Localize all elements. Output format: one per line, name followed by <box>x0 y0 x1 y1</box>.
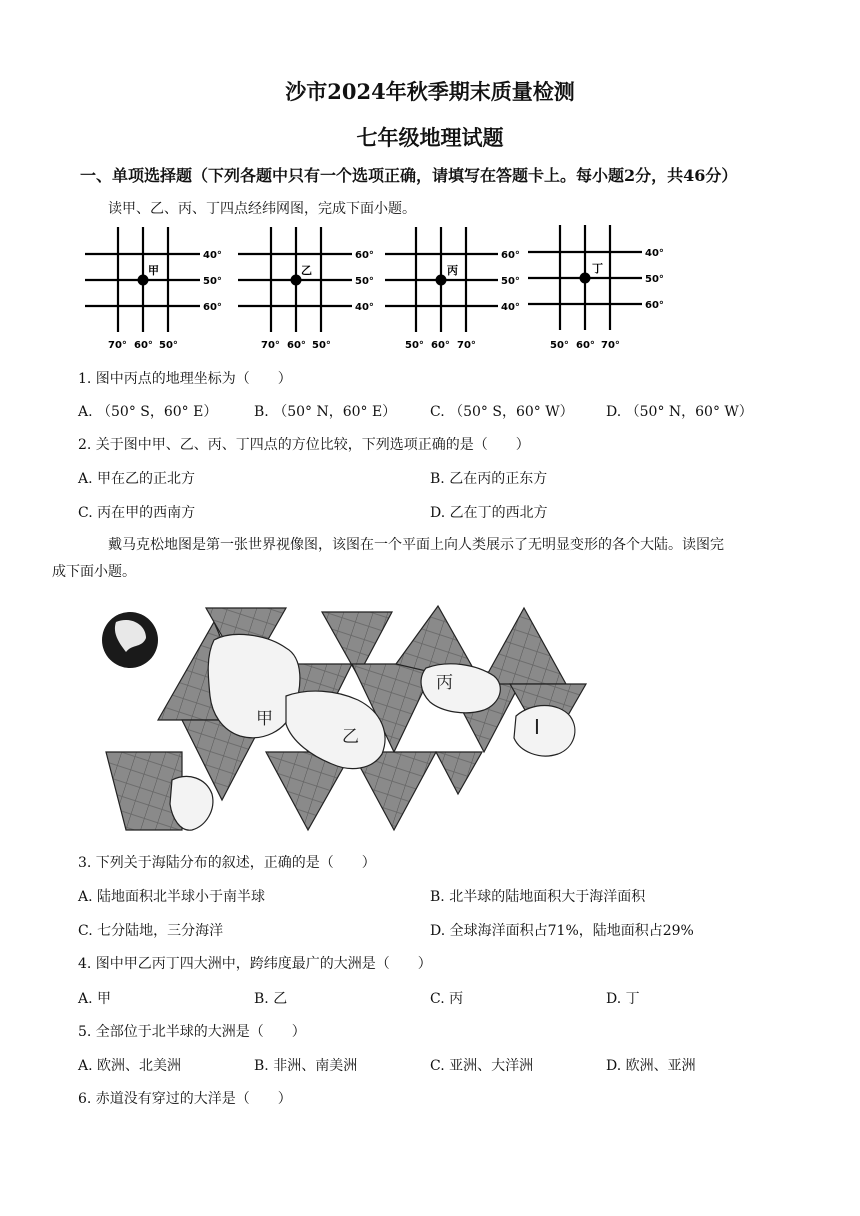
page-subtitle: 七年级地理试题 <box>356 125 504 150</box>
question-3: 3. 下列关于海陆分布的叙述，正确的是（ ） <box>78 855 376 871</box>
point-label-jia: 甲 <box>148 264 159 277</box>
point-yi <box>291 275 302 286</box>
lat-label: 60° <box>355 250 374 261</box>
section-heading: 一、单项选择题（下列各题中只有一个选项正确，请填写在答题卡上。每小题2分，共46分） <box>80 166 738 185</box>
question-5: 5. 全部位于北半球的大洲是（ ） <box>78 1024 306 1040</box>
q4-option-d[interactable]: D. 丁 <box>606 991 640 1007</box>
lat-label: 40° <box>355 302 374 313</box>
lon-label: 50° <box>405 340 424 351</box>
q2-option-a[interactable]: A. 甲在乙的正北方 <box>78 471 196 487</box>
q5-option-c[interactable]: C. 亚洲、大洋洲 <box>430 1058 534 1074</box>
dymaxion-map <box>96 604 601 836</box>
q1-option-a[interactable]: A. （50° S，60° E） <box>78 404 218 420</box>
intro-text-1: 读甲、乙、丙、丁四点经纬网图，完成下面小题。 <box>108 201 416 217</box>
q2-option-b[interactable]: B. 乙在丙的正东方 <box>430 471 548 487</box>
lat-label: 40° <box>501 302 520 313</box>
q3-option-a[interactable]: A. 陆地面积北半球小于南半球 <box>78 889 266 905</box>
q2-option-c[interactable]: C. 丙在甲的西南方 <box>78 505 196 521</box>
lon-label: 70° <box>261 340 280 351</box>
q5-option-b[interactable]: B. 非洲、南美洲 <box>254 1058 358 1074</box>
grid-yi <box>238 227 374 351</box>
lon-label: 60° <box>576 340 595 351</box>
intro-text-2: 戴马克松地图是第一张世界视像图，该图在一个平面上向人类展示了无明显变形的各个大陆。读图完 成下面小题。 <box>52 537 724 580</box>
map-label-bing: 丙 <box>436 673 453 693</box>
lon-label: 70° <box>457 340 476 351</box>
page-title: 沙市2024年秋季期末质量检测 <box>285 79 575 104</box>
q5-option-a[interactable]: A. 欧洲、北美洲 <box>78 1058 182 1074</box>
question-4: 4. 图中甲乙丙丁四大洲中，跨纬度最广的大洲是（ ） <box>78 956 432 972</box>
q3-option-d[interactable]: D. 全球海洋面积占71%，陆地面积占29% <box>430 923 694 939</box>
grid-bing <box>385 227 520 351</box>
map-label-yi: 乙 <box>342 727 359 747</box>
lat-label: 60° <box>645 300 664 311</box>
question-6: 6. 赤道没有穿过的大洋是（ ） <box>78 1091 292 1107</box>
point-label-yi: 乙 <box>301 264 312 277</box>
point-jia <box>138 275 149 286</box>
grid-jia <box>85 227 222 351</box>
lon-label: 50° <box>159 340 178 351</box>
lat-label: 40° <box>203 250 222 261</box>
lat-label: 40° <box>645 248 664 259</box>
q4-option-a[interactable]: A. 甲 <box>78 991 112 1007</box>
q5-option-d[interactable]: D. 欧洲、亚洲 <box>606 1058 696 1074</box>
point-ding <box>580 273 591 284</box>
question-1: 1. 图中丙点的地理坐标为（ ） <box>78 371 292 387</box>
latlong-grids-figure <box>80 222 680 354</box>
point-label-bing: 丙 <box>447 264 458 277</box>
q1-option-c[interactable]: C. （50° S，60° W） <box>430 404 574 420</box>
lat-label: 50° <box>203 276 222 287</box>
lon-label: 50° <box>550 340 569 351</box>
q3-option-b[interactable]: B. 北半球的陆地面积大于海洋面积 <box>430 889 646 905</box>
point-label-ding: 丁 <box>592 262 603 275</box>
q1-option-d[interactable]: D. （50° N，60° W） <box>606 404 753 420</box>
q4-option-c[interactable]: C. 丙 <box>430 991 464 1007</box>
q3-option-c[interactable]: C. 七分陆地，三分海洋 <box>78 923 224 939</box>
map-label-ding: I <box>534 715 540 739</box>
lat-label: 50° <box>355 276 374 287</box>
lon-label: 70° <box>601 340 620 351</box>
question-2: 2. 关于图中甲、乙、丙、丁四点的方位比较，下列选项正确的是（ ） <box>78 437 530 453</box>
lon-label: 70° <box>108 340 127 351</box>
lat-label: 50° <box>645 274 664 285</box>
lat-label: 60° <box>501 250 520 261</box>
q4-option-b[interactable]: B. 乙 <box>254 991 288 1007</box>
lat-label: 50° <box>501 276 520 287</box>
point-bing <box>436 275 447 286</box>
lat-label: 60° <box>203 302 222 313</box>
q2-option-d[interactable]: D. 乙在丁的西北方 <box>430 505 548 521</box>
lon-label: 60° <box>287 340 306 351</box>
grid-ding <box>528 225 664 351</box>
lon-label: 50° <box>312 340 331 351</box>
q1-option-b[interactable]: B. （50° N，60° E） <box>254 404 397 420</box>
lon-label: 60° <box>134 340 153 351</box>
lon-label: 60° <box>431 340 450 351</box>
map-label-jia: 甲 <box>256 709 273 729</box>
